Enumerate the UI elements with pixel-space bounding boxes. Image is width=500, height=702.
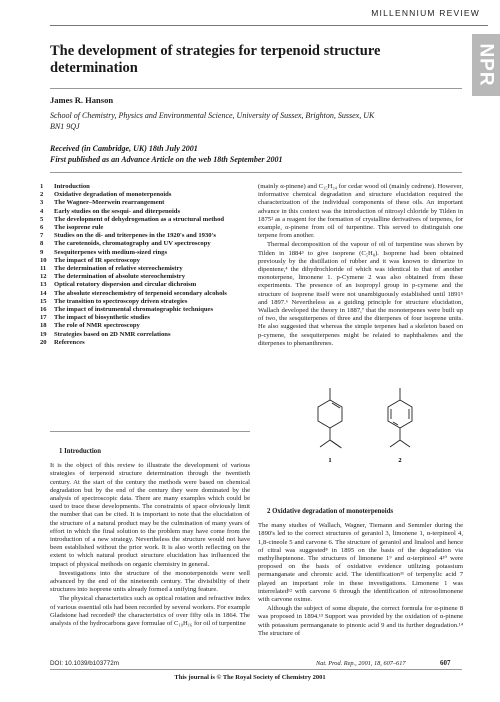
toc-item-number: 9 (40, 248, 44, 256)
section-2-heading: 2 Oxidative degradation of monoterpenoids (267, 508, 394, 515)
toc-item (40, 232, 252, 240)
toc-item-title: The Wagner–Meerwein rearrangement (54, 199, 165, 207)
toc-item-number: 10 (40, 256, 47, 264)
p-cymene-structure (388, 388, 412, 447)
toc-item (40, 339, 252, 347)
published-date: First published as an Advance Article on the web 18th September 2001 (50, 155, 283, 164)
toc-item-number: 4 (40, 207, 44, 215)
toc-item-title: References (54, 338, 85, 346)
toc-item-number: 18 (40, 322, 47, 330)
toc-item-title: The transition to spectroscopy driven strategies (54, 297, 188, 305)
section-1-heading: 1 Introduction (59, 448, 101, 455)
top-rule (50, 25, 488, 26)
chemical-structures (298, 384, 448, 470)
toc-item (40, 257, 252, 265)
toc-item-number: 19 (40, 330, 47, 338)
citation: Nat. Prod. Rep., 2001, 18, 607–617 (316, 660, 406, 667)
structure-label-1: 1 (328, 457, 332, 464)
right-column-bottom (258, 508, 463, 639)
toc-item-number: 16 (40, 306, 47, 314)
toc-item (40, 199, 252, 207)
title-rule (50, 88, 462, 89)
toc-item (40, 306, 252, 314)
toc-item-title: The role of NMR spectroscopy (54, 322, 140, 330)
toc-item-title: The impact of IR spectroscopy (54, 256, 140, 264)
toc-item-title: The impact of instrumental chromatographic techniques (54, 306, 214, 314)
toc-item-number: 8 (40, 240, 44, 248)
journal-tab (472, 34, 500, 96)
toc-item-title: Studies on the di- and triterpenes in the 1920's and 1930's (54, 232, 216, 240)
toc-item (40, 191, 252, 199)
toc-item (40, 331, 252, 339)
left-column (50, 448, 250, 629)
toc-item-number: 14 (40, 289, 47, 297)
toc-item (40, 183, 252, 191)
article-title: The development of strategies for terpenoid structure determination (50, 43, 381, 76)
toc-item (40, 298, 252, 306)
toc-item (40, 240, 252, 248)
structure-label-2: 2 (398, 457, 402, 464)
toc-item-title: Oxidative degradation of monoterpenoids (54, 191, 172, 199)
toc-item-number: 6 (40, 224, 44, 232)
paragraph: Although the subject of some dispute, the correct formula for α-pinene 8 was proposed in 1894.¹³ Support was provided by the oxidation of α-pinene with potassium permanganate to pinonic acid 9 and its further degradation.¹⁴ The structure of (258, 605, 463, 637)
toc-item-number: 13 (40, 281, 47, 289)
toc-rule (50, 431, 250, 432)
affiliation: School of Chemistry, Physics and Environmental Science, University of Sussex, Brighton, Sussex, UK BN1 9QJ (50, 111, 375, 131)
toc-item-number: 15 (40, 297, 47, 305)
toc-item-number: 3 (40, 199, 44, 207)
toc-item-title: The development of dehydrogenation as a structural method (54, 215, 225, 223)
toc-item-number: 11 (40, 265, 47, 273)
paragraph: The many studies of Wallach, Wagner, Tiemann and Semmler during the 1890's led to the correct structures of geraniol 3, limonene 1, α-terpineol 4, 1,8-cineole 5 and carvone 6. The structure of geraniol and linalool and hence of citral was suggested⁸ in 1895 on the basis of the degradation via methylheptenone. The structures of limonene 1⁹ and α-terpineol 4¹⁰ were proposed on the basis of oxidative evidence utilizing potassium permanganate and chromic acid. The identification¹¹ of terpenylic acid 7 played an important role in these investigations. Limonene 1 was interrelated¹² with carvone 6 through the identification of nitrosolimonene with carvone oxime. (258, 522, 463, 604)
toc-item (40, 273, 252, 281)
toc-item-number: 2 (40, 191, 44, 199)
toc-item-title: The carotenoids, chromatography and UV spectroscopy (54, 240, 211, 248)
toc-item (40, 216, 252, 224)
toc-item-title: The impact of biosynthetic studies (54, 314, 150, 322)
toc-item-number: 7 (40, 232, 44, 240)
table-of-contents (40, 183, 252, 347)
received-date: Received (in Cambridge, UK) 18th July 2001 (50, 144, 198, 153)
toc-item-number: 5 (40, 215, 44, 223)
toc-item-title: The determination of relative stereochemistry (54, 265, 183, 273)
paragraph: It is the object of this review to illustrate the development of various strategies of terpenoid structure determination through the twentieth century. At the start of the century the methods were based on chemical degradation but by the end of the century they were dominated by the analysis of spectroscopic data. There are many examples which could be used to trace these developments. The constraints of space obviously limit the number that can be cited. It is important to note that the elucidation of the structure of a natural product may be the culmination of many years of effort in which the final solution to the problem may have come from the introduction of a new strategy. Nevertheless the structure would not have been established without the prior work. It is also worth reflecting on the extent to which natural product structure elucidation has influenced the impact of physical methods on organic chemistry in general. (50, 462, 250, 568)
author: James R. Hanson (50, 95, 114, 105)
journal-tab-label: NPR (476, 43, 497, 87)
toc-item (40, 224, 252, 232)
toc-item-number: 17 (40, 314, 47, 322)
header-rule (50, 172, 462, 173)
toc-item (40, 249, 252, 257)
toc-item-number: 1 (40, 183, 44, 190)
paragraph: Investigations into the structure of the monoterpenoids were well advanced by the end of the nineteenth century. The divisibility of their structures into isoprene units already formed a unifying feature. (50, 569, 250, 594)
toc-item-title: Strategies based on 2D NMR correlations (54, 330, 171, 338)
toc-item-title: The determination of absolute stereochemistry (54, 273, 185, 281)
dates (50, 143, 450, 165)
doi: DOI: 10.1039/b103772m (50, 660, 119, 667)
toc-item-number: 12 (40, 273, 47, 281)
toc-item-title: Introduction (54, 183, 90, 190)
toc-item (40, 281, 252, 289)
copyright: This journal is © The Royal Society of Chemistry 2001 (174, 674, 326, 681)
toc-item (40, 314, 252, 322)
limonene-structure (318, 388, 342, 448)
paragraph: The physical characteristics such as optical rotation and refractive index of various essential oils had been recorded by several workers. For example Gladstone had recorded¹ the characteristics of over fifty oils in 1864. The analysis of the hydrocarbons gave formulae of C₁₀H₁₆ for oil of turpentine (50, 595, 250, 628)
toc-item (40, 290, 252, 298)
masthead: MILLENNIUM REVIEW (371, 8, 480, 18)
toc-item-title: Sesquiterpenes with medium-sized rings (54, 248, 168, 256)
toc-item-title: Early studies on the sesqui- and diterpenoids (54, 207, 181, 215)
toc-item (40, 322, 252, 330)
page-number: 607 (440, 659, 451, 667)
toc-item-number: 20 (40, 338, 47, 346)
toc-item-title: Optical rotatory dispersion and circular dichroism (54, 281, 197, 289)
toc-item (40, 208, 252, 216)
toc-item (40, 265, 252, 273)
paragraph: Thermal decomposition of the vapour of oil of turpentine was shown by Tilden in 1884³ to give isoprene (C₅H₈). Isoprene had been obtained previously by the distillation of rubber and it was known to dimerize to dipentene,⁴ the dihydrochloride of which was identical to that of another monoterpene, limonene 1. p-Cymene 2 was also obtained from these experiments. The presence of an isopropyl group in p-cymene and the structure of isoprene itself were not unambiguously established until 1891⁵ and 1897.⁶ Nevertheless as a guiding principle for structure elucidation, Wallach developed the theory in 1887,⁷ that the monoterpenes were built up of two, the sesquiterpenes of three and the diterpenes of four isoprene units. He also suggested that whereas the simple terpenes had a skeleton based on p-cymene, the sesquiterpenes might be related to naphthalenes and the diterpenes to phenanthrenes. (258, 241, 463, 347)
toc-item-title: The isoprene rule (54, 224, 104, 232)
paragraph: (mainly α-pinene) and C₁₅H₂₄ for cedar wood oil (mainly cedrene). However, informative chemical degradation and structure elucidation required the characterization of the individual components of these oils. An important advance in this context was the introduction of nitrosyl chloride by Tilden in 1875² as a reagent for the formation of crystalline derivatives of terpenes, for example, α-pinene from oil of turpentine. This served to distinguish one terpene from another. (258, 183, 463, 240)
right-column-top (258, 183, 463, 349)
footer-rule (50, 669, 462, 670)
toc-item-title: The absolute stereochemistry of terpenoid secondary alcohols (54, 289, 227, 297)
